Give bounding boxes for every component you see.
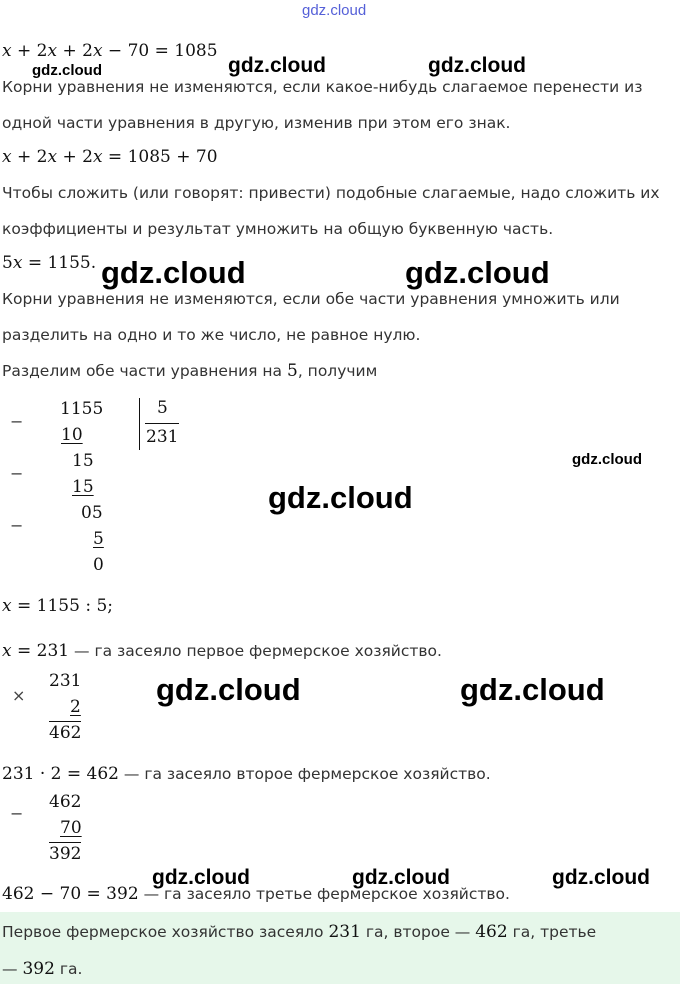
equation-3: 5x = 1155. xyxy=(2,253,97,273)
remainder-3: 0 xyxy=(93,555,104,575)
subtrahend: 70 xyxy=(60,818,82,838)
equation-7: 462 − 70 = 392 — га засеяло третье фермерское хозяйство. xyxy=(2,884,510,904)
rule-text-2: одной части уравнения в другую, изменив при этом его знак. xyxy=(2,114,511,132)
watermark: gdz.cloud xyxy=(428,54,526,77)
watermark: gdz.cloud xyxy=(268,480,413,515)
minuend: 462 xyxy=(49,792,82,812)
equation-2: x + 2x + 2x = 1085 + 70 xyxy=(2,147,218,167)
minus-sign: − xyxy=(10,804,24,823)
minus-sign: − xyxy=(10,464,24,483)
watermark: gdz.cloud xyxy=(152,866,250,889)
watermark: gdz.cloud xyxy=(552,866,650,889)
rule-text-3: Чтобы сложить (или говорят: привести) подобные слагаемые, надо сложить их xyxy=(2,184,660,202)
watermark: gdz.cloud xyxy=(228,54,326,77)
minus-sign: − xyxy=(10,516,24,535)
equation-5: x = 231 — га засеяло первое фермерское хозяйство. xyxy=(2,641,442,661)
factor-bottom: 2 xyxy=(70,697,81,717)
dividend: 1155 xyxy=(60,399,104,419)
quotient: 231 xyxy=(146,427,179,447)
factor-top: 231 xyxy=(49,671,82,691)
division-bar xyxy=(139,398,140,450)
minus-sign: − xyxy=(10,412,24,431)
product: 462 xyxy=(49,723,82,743)
watermark: gdz.cloud xyxy=(405,255,550,290)
remainder-2: 05 xyxy=(81,503,103,523)
subtrahend-3: 5 xyxy=(93,529,104,549)
watermark: gdz.cloud xyxy=(156,672,301,707)
equation-4: x = 1155 : 5; xyxy=(2,596,113,616)
multiply-sign: × xyxy=(12,686,26,705)
rule-text-7: Разделим обе части уравнения на 5, получим xyxy=(2,361,378,381)
rule-text-5: Корни уравнения не изменяются, если обе части уравнения умножить или xyxy=(2,290,620,308)
watermark: gdz.cloud xyxy=(101,255,246,290)
watermark: gdz.cloud xyxy=(460,672,605,707)
watermark-top: gdz.cloud xyxy=(302,2,367,19)
watermark: gdz.cloud xyxy=(352,866,450,889)
rule-text-4: коэффициенты и результат умножить на общую буквенную часть. xyxy=(2,220,554,238)
equation-1: x + 2x + 2x − 70 = 1085 xyxy=(2,41,218,61)
watermark: gdz.cloud xyxy=(32,62,102,79)
subtrahend-1: 10 xyxy=(61,425,83,445)
rule-text-1: Корни уравнения не изменяются, если какое-нибудь слагаемое перенести из xyxy=(2,78,643,96)
equation-6: 231 · 2 = 462 — га засеяло второе фермерское хозяйство. xyxy=(2,764,491,784)
difference: 392 xyxy=(49,844,82,864)
rule-text-6: разделить на одно и то же число, не равное нулю. xyxy=(2,326,421,344)
remainder-1: 15 xyxy=(72,451,94,471)
divisor: 5 xyxy=(157,398,168,418)
answer-line-1: Первое фермерское хозяйство засеяло 231 га, второе — 462 га, третье xyxy=(2,922,597,942)
answer-line-2: — 392 га. xyxy=(2,959,83,979)
divisor-line xyxy=(145,423,179,424)
subtrahend-2: 15 xyxy=(72,477,94,497)
watermark: gdz.cloud xyxy=(572,451,642,468)
